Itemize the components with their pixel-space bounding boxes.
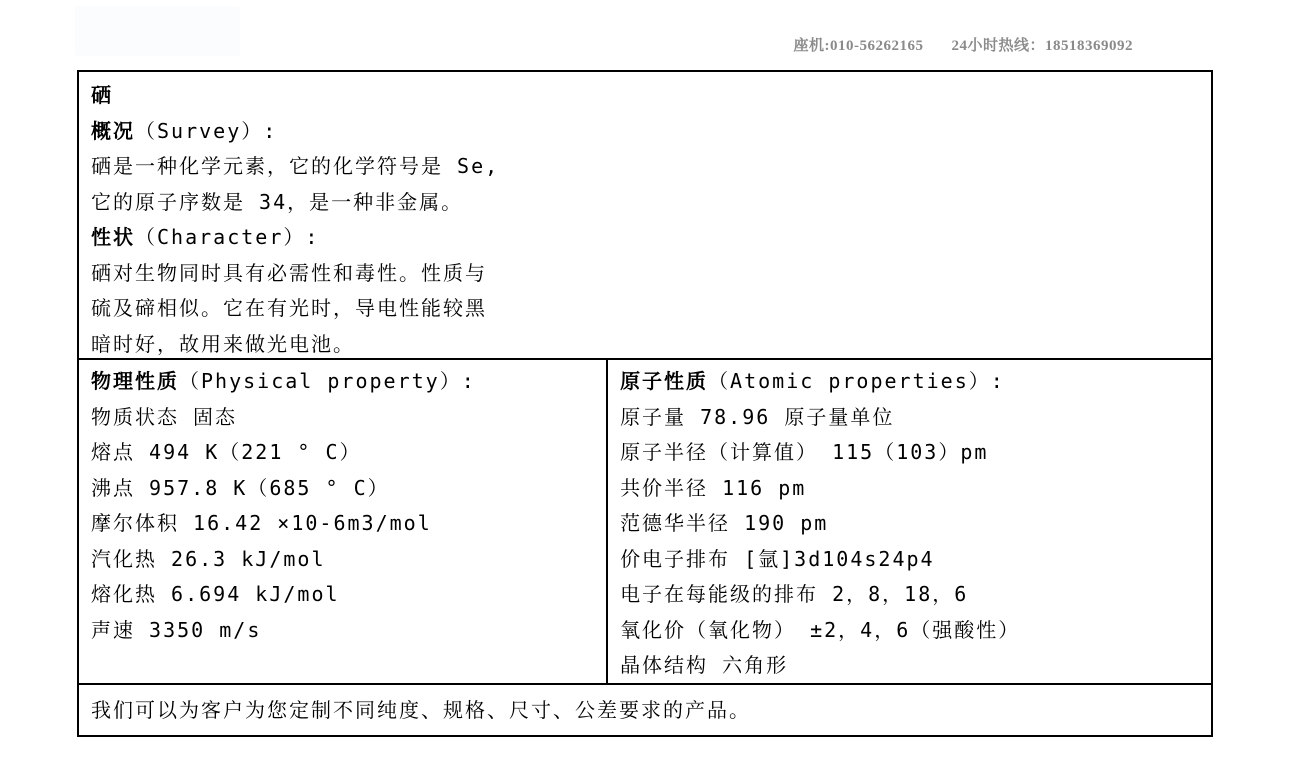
physical-item: 熔化热 6.694 kJ/mol <box>91 582 340 606</box>
physical-item: 摩尔体积 16.42 ×10-6m3/mol <box>91 511 432 535</box>
atomic-properties-cell <box>606 360 1211 683</box>
hotline-number: 24小时热线：18518369092 <box>951 38 1133 54</box>
survey-heading-en: （Survey）: <box>135 118 278 143</box>
atomic-item: 共价半径 116 pm <box>620 475 807 500</box>
atomic-item: 氧化价（氧化物） ±2，4，6（强酸性） <box>620 617 1021 642</box>
contact-info <box>793 34 1133 55</box>
atomic-item: 范德华半径 190 pm <box>620 511 829 535</box>
character-line: 硒对生物同时具有必需性和毒性。性质与 <box>91 260 487 285</box>
atomic-heading <box>620 364 1199 400</box>
landline-number: 座机:010-56262165 <box>793 38 924 54</box>
character-heading <box>91 220 1199 256</box>
footer-note-row <box>79 685 1211 733</box>
physical-heading-zh: 物理性质 <box>91 369 179 393</box>
survey-line: 硒是一种化学元素，它的化学符号是 Se, <box>91 154 500 178</box>
physical-heading-en: （Physical property）: <box>179 369 476 393</box>
survey-heading <box>91 114 1199 150</box>
physical-heading <box>91 364 594 400</box>
atomic-item: 原子量 78.96 原子量单位 <box>620 404 895 429</box>
survey-line: 它的原子序数是 34，是一种非金属。 <box>91 189 464 214</box>
atomic-heading-en: （Atomic properties）: <box>708 369 1005 393</box>
physical-properties-cell <box>79 360 606 683</box>
element-title: 硒 <box>91 83 113 107</box>
character-line: 暗时好，故用来做光电池。 <box>91 331 355 356</box>
physical-item: 沸点 957.8 K（685 ° C） <box>91 475 390 500</box>
atomic-item: 电子在每能级的排布 2，8，18，6 <box>620 582 969 606</box>
logo-watermark <box>75 6 240 56</box>
atomic-item: 价电子排布 [氩]3d104s24p4 <box>620 546 935 571</box>
atomic-item: 原子半径（计算值） 115（103）pm <box>620 440 989 464</box>
physical-item: 熔点 494 K（221 ° C） <box>91 440 362 464</box>
physical-item: 汽化热 26.3 kJ/mol <box>91 546 326 571</box>
atomic-item: 晶体结构 六角形 <box>620 653 789 677</box>
character-heading-en: （Character）: <box>135 225 320 249</box>
properties-columns <box>79 360 1211 685</box>
survey-heading-zh: 概况 <box>91 118 135 143</box>
physical-item: 物质状态 固态 <box>91 404 238 429</box>
element-info-table <box>77 70 1213 737</box>
character-line: 硫及碲相似。它在有光时，导电性能较黑 <box>91 296 487 320</box>
character-heading-zh: 性状 <box>91 225 135 249</box>
intro-section <box>79 72 1211 360</box>
footer-note: 我们可以为客户为您定制不同纯度、规格、尺寸、公差要求的产品。 <box>91 698 751 722</box>
atomic-heading-zh: 原子性质 <box>620 369 709 393</box>
physical-item: 声速 3350 m/s <box>91 617 262 642</box>
